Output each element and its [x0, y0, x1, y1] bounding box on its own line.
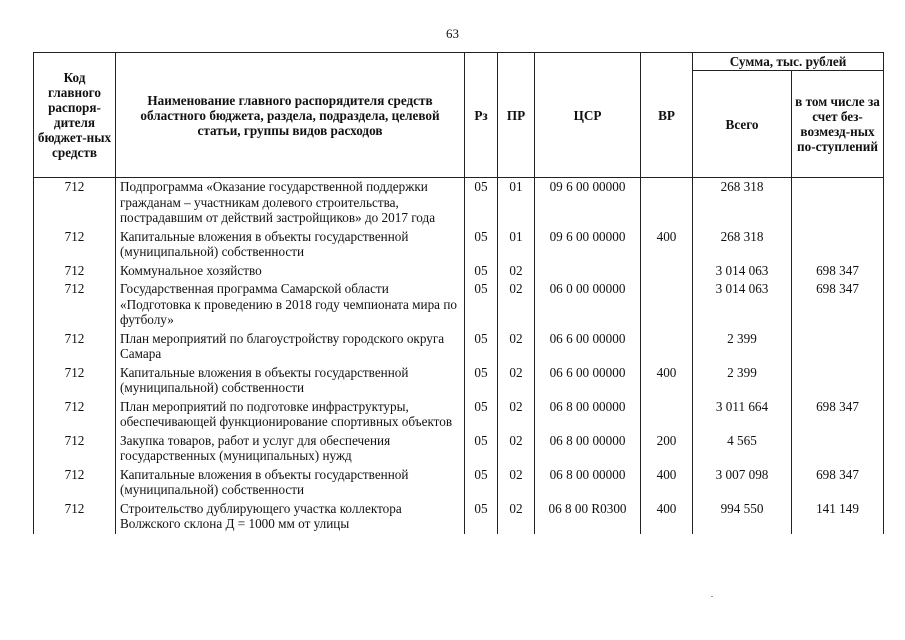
- cell-csr: 06 8 00 00000: [535, 432, 641, 466]
- cell-code: 712: [34, 500, 116, 534]
- cell-total: 994 550: [693, 500, 792, 534]
- cell-total: 3 007 098: [693, 466, 792, 500]
- header-rz: [465, 53, 498, 178]
- cell-name: Подпрограмма «Оказание государственной поддержки гражданам – участникам долевого строительства, пострадавшим от действий застройщиков» до 2017 года: [116, 178, 465, 228]
- page-number: 63: [446, 26, 459, 41]
- table-row: [34, 364, 884, 398]
- cell-name: Коммунальное хозяйство: [116, 262, 465, 281]
- cell-code: 712: [34, 262, 116, 281]
- table-row: [34, 466, 884, 500]
- cell-code: 712: [34, 466, 116, 500]
- scan-dot: [711, 596, 713, 597]
- cell-vr: 400: [641, 228, 693, 262]
- cell-pr: 02: [498, 500, 535, 534]
- cell-pr: 02: [498, 364, 535, 398]
- cell-csr: [535, 262, 641, 281]
- header-csr-label: ЦСР: [573, 107, 602, 123]
- cell-incl: [792, 330, 884, 364]
- cell-rz: 05: [465, 398, 498, 432]
- header-incl: [792, 71, 884, 178]
- cell-code: 712: [34, 364, 116, 398]
- header-incl-label: в том числе за счет без-возмезд-ных по-ступлений: [795, 94, 880, 154]
- cell-name: Капитальные вложения в объекты государственной (муниципальной) собственности: [116, 228, 465, 262]
- table-row: [34, 432, 884, 466]
- cell-csr: 09 6 00 00000: [535, 228, 641, 262]
- cell-csr: 06 6 00 00000: [535, 330, 641, 364]
- cell-incl: [792, 228, 884, 262]
- cell-vr: 400: [641, 364, 693, 398]
- cell-rz: 05: [465, 280, 498, 330]
- cell-name: План мероприятий по подготовке инфраструктуры, обеспечивающей функционирование спортивных объектов: [116, 398, 465, 432]
- header-total: [693, 71, 792, 178]
- header-name: [116, 53, 465, 178]
- cell-pr: 02: [498, 262, 535, 281]
- cell-pr: 01: [498, 178, 535, 228]
- cell-total: 3 014 063: [693, 262, 792, 281]
- cell-code: 712: [34, 228, 116, 262]
- cell-pr: 02: [498, 330, 535, 364]
- cell-rz: 05: [465, 330, 498, 364]
- table-row: [34, 330, 884, 364]
- cell-vr: [641, 398, 693, 432]
- cell-incl: [792, 432, 884, 466]
- cell-name: Государственная программа Самарской области «Подготовка к проведению в 2018 году чемпионата мира по футболу»: [116, 280, 465, 330]
- cell-name: Капитальные вложения в объекты государственной (муниципальной) собственности: [116, 364, 465, 398]
- cell-csr: 06 8 00 R0300: [535, 500, 641, 534]
- table-row: [34, 262, 884, 281]
- header-sum: [693, 53, 884, 71]
- cell-incl: 141 149: [792, 500, 884, 534]
- cell-rz: 05: [465, 364, 498, 398]
- cell-rz: 05: [465, 500, 498, 534]
- cell-pr: 02: [498, 398, 535, 432]
- cell-pr: 01: [498, 228, 535, 262]
- cell-total: 3 014 063: [693, 280, 792, 330]
- cell-code: 712: [34, 280, 116, 330]
- cell-code: 712: [34, 330, 116, 364]
- cell-total: 3 011 664: [693, 398, 792, 432]
- table-row: [34, 228, 884, 262]
- header-vr: [641, 53, 693, 178]
- cell-vr: [641, 280, 693, 330]
- table-row: [34, 500, 884, 534]
- cell-total: 2 399: [693, 330, 792, 364]
- cell-pr: 02: [498, 466, 535, 500]
- cell-rz: 05: [465, 228, 498, 262]
- cell-total: 268 318: [693, 228, 792, 262]
- cell-incl: [792, 364, 884, 398]
- header-pr: [498, 53, 535, 178]
- header-csr: [535, 53, 641, 178]
- cell-total: 2 399: [693, 364, 792, 398]
- cell-code: 712: [34, 398, 116, 432]
- header-name-label: Наименование главного распорядителя средств областного бюджета, раздела, подраздела, целевой статьи, группы видов расходов: [140, 92, 440, 138]
- header-rz-label: Рз: [474, 107, 488, 123]
- cell-code: 712: [34, 178, 116, 228]
- table-row: [34, 178, 884, 228]
- cell-name: Капитальные вложения в объекты государственной (муниципальной) собственности: [116, 466, 465, 500]
- cell-incl: [792, 178, 884, 228]
- cell-incl: 698 347: [792, 398, 884, 432]
- cell-csr: 06 0 00 00000: [535, 280, 641, 330]
- cell-incl: 698 347: [792, 466, 884, 500]
- table-row: [34, 398, 884, 432]
- cell-csr: 06 8 00 00000: [535, 466, 641, 500]
- cell-name: Строительство дублирующего участка коллектора Волжского склона Д = 1000 мм от улицы: [116, 500, 465, 534]
- header-pr-label: ПР: [506, 107, 526, 123]
- cell-vr: 400: [641, 500, 693, 534]
- cell-rz: 05: [465, 178, 498, 228]
- cell-name: План мероприятий по благоустройству городского округа Самара: [116, 330, 465, 364]
- cell-vr: 400: [641, 466, 693, 500]
- cell-total: 268 318: [693, 178, 792, 228]
- cell-vr: 200: [641, 432, 693, 466]
- table-body: [34, 178, 884, 534]
- cell-csr: 06 8 00 00000: [535, 398, 641, 432]
- cell-vr: [641, 262, 693, 281]
- cell-total: 4 565: [693, 432, 792, 466]
- cell-rz: 05: [465, 466, 498, 500]
- header-total-label: Всего: [725, 116, 759, 132]
- header-code-label: Код главного распоря-дителя бюджет-ных средств: [37, 70, 112, 160]
- budget-table: [33, 52, 884, 534]
- cell-vr: [641, 330, 693, 364]
- header-code: [34, 53, 116, 178]
- header-vr-label: ВР: [658, 107, 675, 123]
- cell-pr: 02: [498, 280, 535, 330]
- cell-name: Закупка товаров, работ и услуг для обеспечения государственных (муниципальных) нужд: [116, 432, 465, 466]
- cell-rz: 05: [465, 432, 498, 466]
- cell-pr: 02: [498, 432, 535, 466]
- cell-csr: 06 6 00 00000: [535, 364, 641, 398]
- cell-csr: 09 6 00 00000: [535, 178, 641, 228]
- header-sum-label: Сумма, тыс. рублей: [729, 54, 847, 69]
- cell-incl: 698 347: [792, 262, 884, 281]
- cell-vr: [641, 178, 693, 228]
- cell-code: 712: [34, 432, 116, 466]
- cell-rz: 05: [465, 262, 498, 281]
- cell-incl: 698 347: [792, 280, 884, 330]
- table-row: [34, 280, 884, 330]
